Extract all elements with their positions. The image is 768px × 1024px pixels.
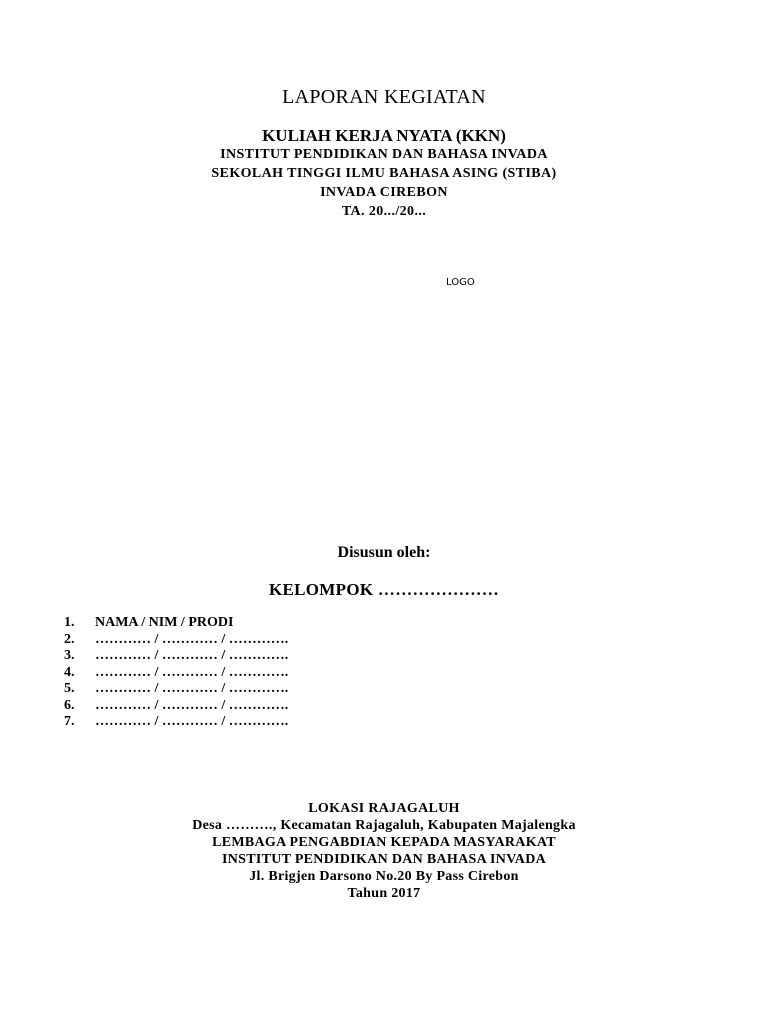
report-subtitle: KULIAH KERJA NYATA (KKN): [262, 126, 506, 145]
footer-block: [0, 800, 768, 902]
list-item: [64, 615, 288, 632]
list-text: ………… / ………… / ………….: [95, 664, 289, 680]
address-village-line: Desa ………., Kecamatan Rajagaluh, Kabupaten Majalengka: [192, 818, 576, 833]
list-number: 7.: [64, 714, 75, 729]
list-number: 1.: [64, 615, 75, 630]
list-text: ………… / ………… / ………….: [95, 631, 289, 647]
list-text: ………… / ………… / ………….: [95, 697, 289, 713]
institution-dept-line: LEMBAGA PENGABDIAN KEPADA MASYARAKAT: [212, 835, 556, 850]
list-item: [64, 648, 288, 665]
list-item: [64, 698, 288, 715]
year-line: Tahun 2017: [347, 886, 421, 901]
list-item: [64, 681, 288, 698]
list-item: [64, 714, 288, 731]
list-text: ………… / ………… / ………….: [95, 714, 289, 729]
location-line: LOKASI RAJAGALUH: [308, 801, 460, 816]
list-item: [64, 632, 288, 649]
group-label: KELOMPOK …………………: [268, 580, 500, 599]
list-text: ………… / ………… / ………….: [95, 681, 289, 696]
report-title: LAPORAN KEGIATAN: [282, 86, 486, 108]
institution-line: SEKOLAH TINGGI ILMU BAHASA ASING (STIBA): [211, 166, 557, 181]
list-number: 4.: [64, 664, 75, 680]
institution-line: INVADA CIREBON: [320, 185, 448, 200]
list-number: 2.: [64, 631, 75, 647]
list-number: 5.: [64, 681, 75, 696]
institution-name-line: INSTITUT PENDIDIKAN DAN BAHASA INVADA: [221, 852, 547, 867]
academic-year-line: TA. 20.../20...: [341, 204, 427, 219]
institution-block: [0, 145, 768, 221]
list-number: 3.: [64, 648, 75, 663]
institution-line: INSTITUT PENDIDIKAN DAN BAHASA INVADA: [220, 147, 548, 162]
list-text: NAMA / NIM / PRODI: [95, 615, 234, 630]
list-item: [64, 665, 288, 682]
list-number: 6.: [64, 697, 75, 713]
prepared-by-label: Disusun oleh:: [337, 544, 431, 561]
member-list: [64, 615, 288, 731]
logo-placeholder: LOGO: [446, 277, 475, 288]
street-address-line: Jl. Brigjen Darsono No.20 By Pass Cirebon: [249, 869, 519, 884]
list-text: ………… / ………… / ………….: [95, 648, 289, 663]
